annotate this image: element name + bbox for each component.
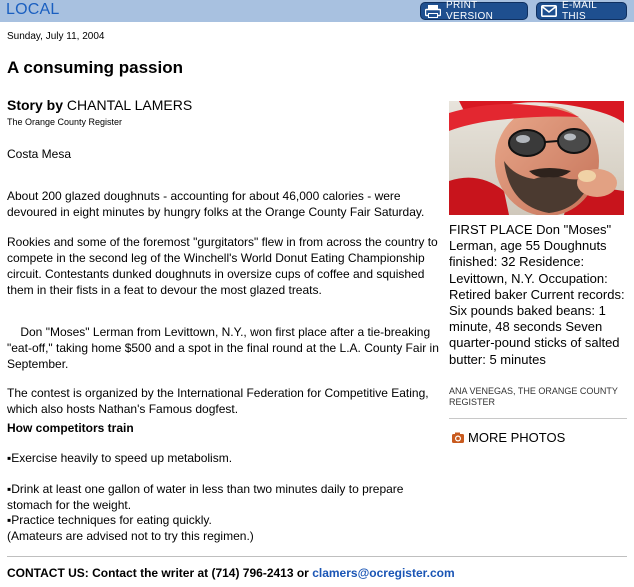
camera-icon bbox=[451, 431, 465, 445]
article-paragraph: The contest is organized by the International Federation for Competitive Eating, which also hosts Nathan's Famous dogfest. bbox=[7, 386, 429, 416]
article-paragraph: About 200 glazed doughnuts - accounting for about 46,000 calories - were devoured in eight minutes by hungry folks at the Orange County Fair Saturday. bbox=[7, 189, 425, 219]
more-photos-label: MORE PHOTOS bbox=[468, 430, 566, 445]
byline-label: Story by bbox=[7, 97, 64, 113]
publication-name: The Orange County Register bbox=[7, 117, 123, 127]
print-version-button[interactable] bbox=[420, 2, 528, 20]
printer-icon bbox=[425, 5, 441, 18]
footer-divider bbox=[7, 556, 627, 557]
article-date: Sunday, July 11, 2004 bbox=[7, 31, 105, 42]
author-name: CHANTAL LAMERS bbox=[66, 97, 193, 113]
section-subhead: How competitors train bbox=[7, 421, 134, 435]
article-paragraph: Don "Moses" Lerman from Levittown, N.Y., won first place after a tie-breaking "eat-off," taking home $500 and a spot in the final round at the L.A. County Fair in September. bbox=[7, 325, 443, 371]
section-header-bar bbox=[0, 0, 634, 22]
byline bbox=[7, 97, 192, 113]
email-this-button[interactable] bbox=[536, 2, 627, 20]
writer-email-link[interactable]: clamers@ocregister.com bbox=[312, 566, 455, 580]
print-version-label: PRINT VERSION bbox=[446, 0, 494, 22]
photo-caption: FIRST PLACE Don "Moses" Lerman, age 55 Doughnuts finished: 32 Residence: Levittown, N.Y. Occupation: Retired baker Current records: Six pounds baked beans: 1 minute, 48 seconds Seven quarter-pound sticks of salted butter: 5 minutes bbox=[449, 222, 625, 367]
photo-credit: ANA VENEGAS, THE ORANGE COUNTY REGISTER bbox=[449, 386, 618, 407]
article-paragraph: Rookies and some of the foremost "gurgitators" flew in from across the country to compete in the second leg of the Winchell's World Donut Eating Championship circuit. Contestants dunked doughnuts in oversize cups of coffee and squished them in their fists in a feat to devour the most glazed treats. bbox=[7, 235, 438, 297]
email-this-label: E-MAIL THIS bbox=[562, 0, 597, 22]
list-item: ▪Exercise heavily to speed up metabolism. bbox=[7, 451, 233, 465]
list-item: ▪Drink at least one gallon of water in less than two minutes daily to prepare stomach for the weight. bbox=[7, 482, 404, 512]
section-title: LOCAL bbox=[6, 1, 60, 18]
sidebar-divider bbox=[449, 418, 627, 419]
contact-line bbox=[7, 566, 455, 580]
contact-text: CONTACT US: Contact the writer at (714) 796-2413 or bbox=[7, 566, 309, 580]
dateline: Costa Mesa bbox=[7, 147, 72, 161]
list-item-note: (Amateurs are advised not to try this regimen.) bbox=[7, 529, 254, 543]
list-item: ▪Practice techniques for eating quickly. bbox=[7, 513, 212, 527]
article-photo[interactable] bbox=[449, 101, 624, 215]
more-photos-link[interactable] bbox=[451, 430, 565, 445]
article-headline: A consuming passion bbox=[7, 58, 184, 77]
envelope-icon bbox=[541, 5, 557, 17]
